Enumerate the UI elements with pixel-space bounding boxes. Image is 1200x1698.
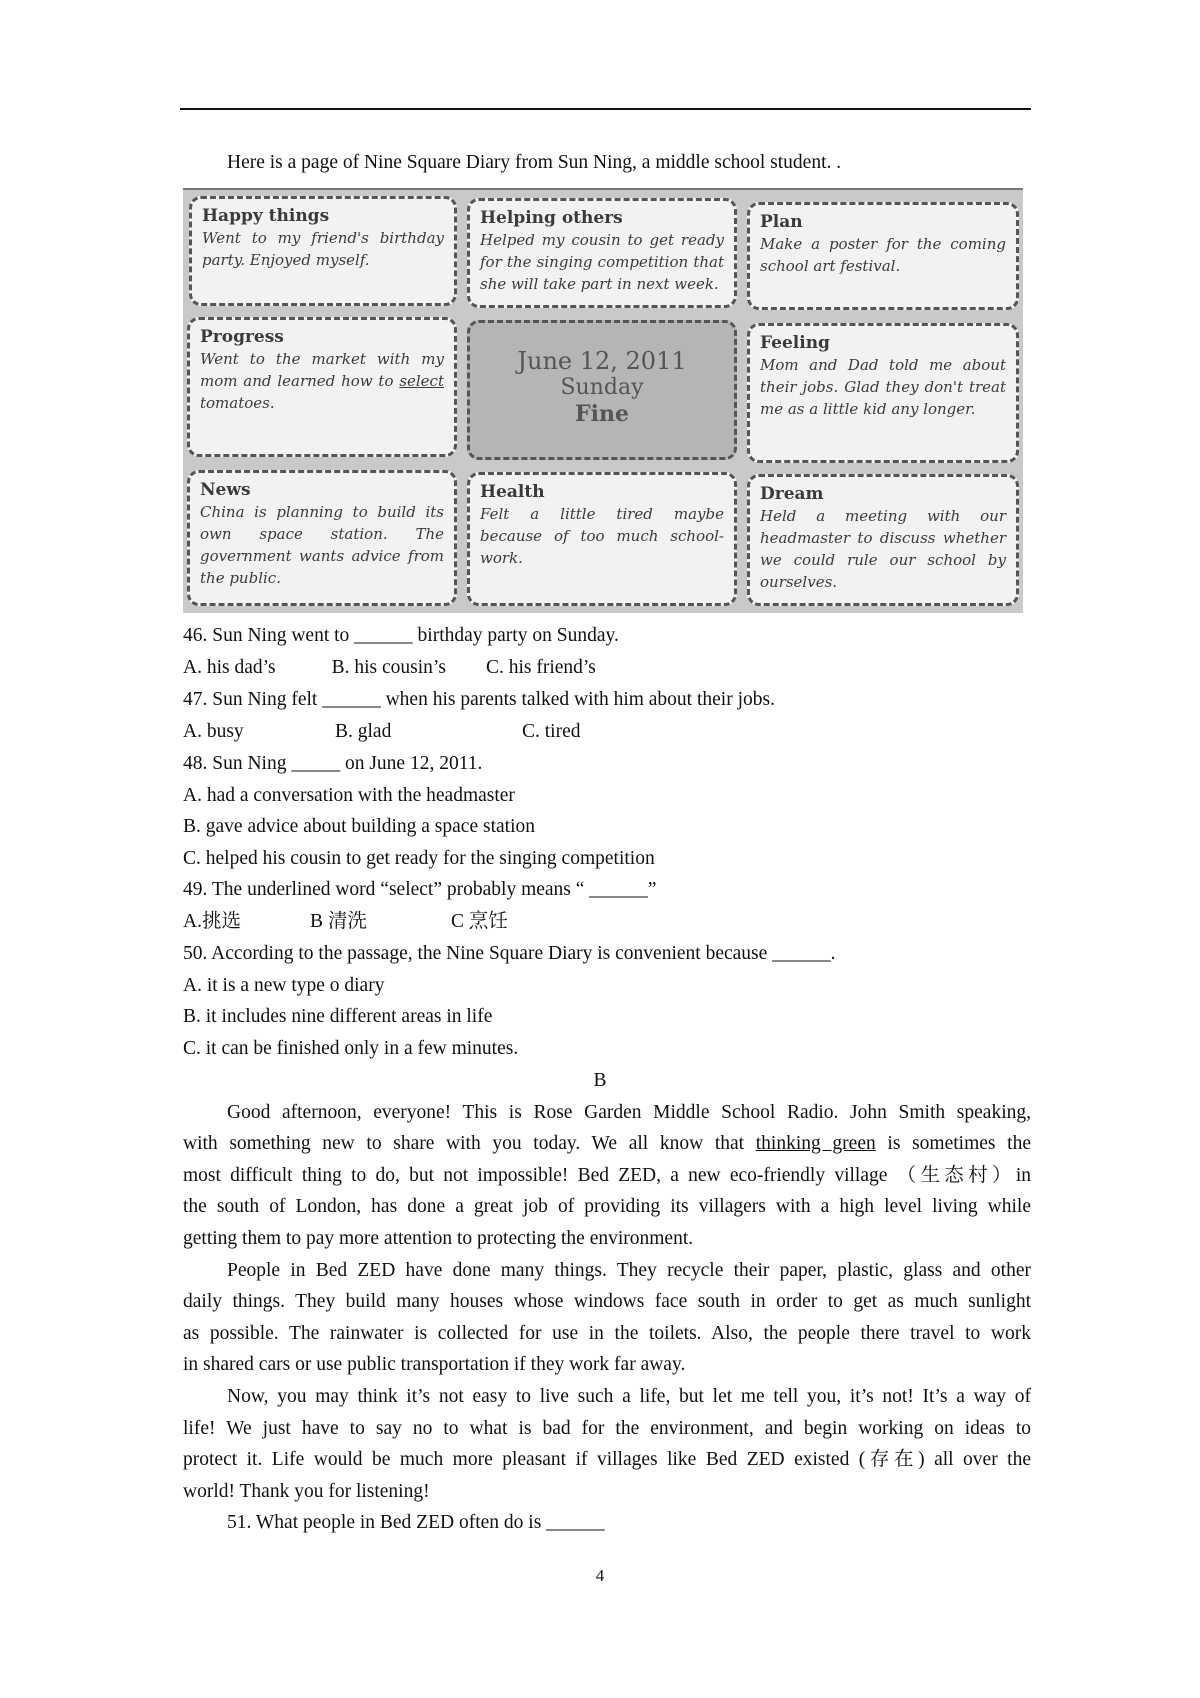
passage-line: world! Thank you for listening!	[183, 1481, 430, 1502]
cell-text: Felt a little tired maybe because of too much school-work.	[480, 505, 724, 567]
cell-heading: Happy things	[202, 206, 330, 226]
passage-line: with something new to share with you today. We all know that thinking green is sometimes the	[183, 1133, 1031, 1154]
section-heading-b: B	[593, 1070, 607, 1091]
question-46-options	[183, 652, 1031, 684]
diary-cell-news	[187, 470, 457, 606]
diary-date: June 12, 2011	[517, 347, 687, 375]
passage-line: People in Bed ZED have done many things. They recycle their paper, plastic, glass and other	[227, 1260, 1031, 1281]
cell-text: Held a meeting with our headmaster to discuss whether we could rule our school by ourselves.	[760, 507, 1006, 591]
diary-cell-feeling	[747, 323, 1019, 463]
option-a: A. busy	[183, 721, 244, 742]
cell-heading: News	[200, 480, 251, 500]
cell-heading: Plan	[760, 212, 803, 232]
diary-cell-happy-things	[189, 196, 457, 306]
underlined-select: select	[399, 372, 444, 390]
passage-line: Good afternoon, everyone! This is Rose Garden Middle School Radio. John Smith speaking,	[227, 1102, 1031, 1123]
intro-text: Here is a page of Nine Square Diary from Sun Ning, a middle school student. .	[227, 152, 842, 173]
cell-heading: Health	[480, 482, 545, 502]
question-50-option-c: C. it can be finished only in a few minutes.	[183, 1038, 519, 1059]
passage-line: the south of London, has done a great job of providing its villagers with a high level living while	[183, 1196, 1031, 1217]
diary-cell-helping-others	[467, 198, 737, 308]
option-b: B 清洗	[310, 911, 367, 932]
cell-text: China is planning to build its own space station. The government wants advice from the public.	[200, 503, 444, 587]
cell-heading: Progress	[200, 327, 284, 347]
question-46: 46. Sun Ning went to ______ birthday party on Sunday.	[183, 625, 619, 646]
diary-weather: Fine	[575, 401, 629, 427]
passage-line: most difficult thing to do, but not impossible! Bed ZED, a new eco-friendly village （生态村）in	[183, 1165, 1031, 1186]
question-48: 48. Sun Ning _____ on June 12, 2011.	[183, 753, 483, 774]
diary-day: Sunday	[560, 375, 644, 400]
diary-center-date	[467, 320, 737, 460]
question-49: 49. The underlined word “select” probably means “ ______”	[183, 879, 657, 900]
cell-heading: Helping others	[480, 208, 623, 228]
diary-cell-progress	[187, 317, 457, 457]
diary-cell-plan	[747, 202, 1019, 310]
diary-cell-dream	[747, 474, 1019, 606]
passage-line: getting them to pay more attention to protecting the environment.	[183, 1228, 694, 1249]
option-b: B. his cousin’s	[331, 657, 446, 678]
option-a: A. his dad’s	[183, 657, 276, 678]
question-48-option-a: A. had a conversation with the headmaster	[183, 785, 515, 806]
option-c: C 烹饪	[451, 911, 508, 932]
question-51: 51. What people in Bed ZED often do is ______	[227, 1512, 605, 1533]
underlined-thinking-green: thinking green	[755, 1133, 876, 1154]
cell-text: Mom and Dad told me about their jobs. Glad they don't treat me as a little kid any longer.	[760, 356, 1006, 418]
cell-text: Make a poster for the coming school art festival.	[760, 235, 1006, 275]
diary-cell-health	[467, 472, 737, 606]
passage-line: protect it. Life would be much more pleasant if villages like Bed ZED existed (存在) all over the	[183, 1449, 1031, 1470]
question-50-option-b: B. it includes nine different areas in life	[183, 1006, 493, 1027]
question-48-option-c: C. helped his cousin to get ready for the singing competition	[183, 848, 655, 869]
nine-square-diary	[183, 188, 1023, 613]
cell-text: Went to the market with my mom and learned how to select tomatoes.	[200, 350, 444, 412]
passage-line: as possible. The rainwater is collected for use in the toilets. Also, the people there travel to work	[183, 1323, 1031, 1344]
header-rule	[180, 108, 1031, 110]
option-b: B. glad	[335, 721, 392, 742]
question-48-option-b: B. gave advice about building a space station	[183, 816, 535, 837]
passage-line: daily things. They build many houses whose windows face south in order to get as much sunlight	[183, 1291, 1031, 1312]
question-50-option-a: A. it is a new type o diary	[183, 975, 385, 996]
page-number: 4	[595, 1566, 605, 1585]
question-47: 47. Sun Ning felt ______ when his parents talked with him about their jobs.	[183, 689, 775, 710]
option-a: A.挑选	[183, 911, 241, 932]
cell-text: Helped my cousin to get ready for the singing competition that she will take part in next week.	[480, 231, 724, 293]
passage-line: Now, you may think it’s not easy to live such a life, but let me tell you, it’s not! It’s a way of	[227, 1386, 1031, 1407]
passage-line: life! We just have to say no to what is bad for the environment, and begin working on ideas to	[183, 1418, 1031, 1439]
cell-heading: Feeling	[760, 333, 830, 353]
cell-text: Went to my friend's birthday party. Enjoyed myself.	[202, 229, 444, 269]
option-c: C. his friend’s	[485, 657, 596, 678]
passage-line: in shared cars or use public transportation if they work far away.	[183, 1354, 686, 1375]
option-c: C. tired	[522, 721, 581, 742]
cell-heading: Dream	[760, 484, 824, 504]
question-50: 50. According to the passage, the Nine Square Diary is convenient because ______.	[183, 943, 836, 964]
